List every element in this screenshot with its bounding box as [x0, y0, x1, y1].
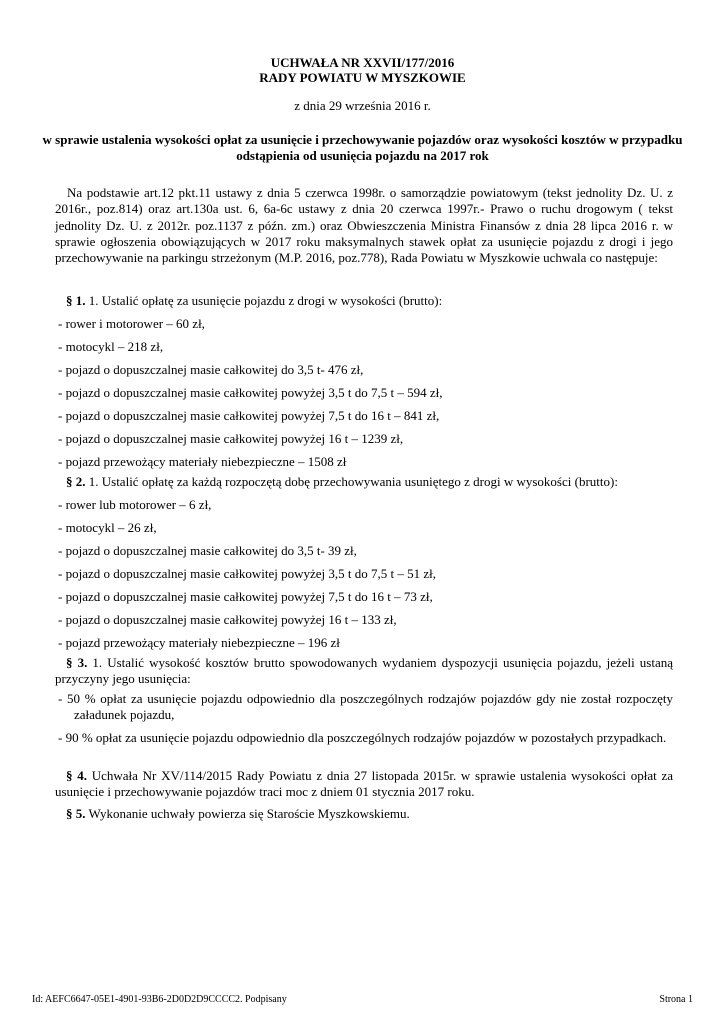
section-1-item: - pojazd o dopuszczalnej masie całkowitej powyżej 7,5 t do 16 t – 841 zł,	[58, 408, 440, 423]
section-2-heading	[55, 474, 673, 490]
section-2-item: - rower lub motorower – 6 zł,	[58, 497, 212, 512]
section-3-item: - 90 % opłat za usunięcie pojazdu odpowiednio dla poszczególnych rodzajów pojazdów w pozostałych przypadkach.	[58, 730, 667, 745]
section-2-mark: § 2.	[66, 474, 86, 489]
section-2-item: - pojazd o dopuszczalnej masie całkowitej do 3,5 t- 39 zł,	[58, 543, 357, 558]
section-1-item: - pojazd przewożący materiały niebezpieczne – 1508 zł	[58, 454, 347, 469]
section-4-mark: § 4.	[66, 768, 87, 783]
resolution-subject: w sprawie ustalenia wysokości opłat za usunięcie i przechowywanie pojazdów oraz wysokości kosztów w przypadku odstąpienia od usunięcia pojazdu na 2017 rok	[42, 132, 683, 163]
council-name: RADY POWIATU W MYSZKOWIE	[259, 70, 466, 85]
section-1-item: - pojazd o dopuszczalnej masie całkowitej do 3,5 t- 476 zł,	[58, 362, 364, 377]
section-4-paragraph	[55, 768, 673, 800]
section-1-item: - pojazd o dopuszczalnej masie całkowitej powyżej 16 t – 1239 zł,	[58, 431, 404, 446]
section-1-item: - motocykl – 218 zł,	[58, 339, 164, 354]
section-2-text: 1. Ustalić opłatę za każdą rozpoczętą dobę przechowywania usuniętego z drogi w wysokości (brutto):	[85, 474, 618, 489]
section-5-mark: § 5.	[66, 806, 86, 821]
resolution-number: UCHWAŁA NR XXVII/177/2016	[270, 55, 455, 70]
section-3-item: - 50 % opłat za usunięcie pojazdu odpowiednio dla poszczególnych rodzajów pojazdów gdy nie został rozpoczęty załadunek pojazdu,	[58, 691, 673, 722]
section-2-item: - pojazd o dopuszczalnej masie całkowitej powyżej 7,5 t do 16 t – 73 zł,	[58, 589, 433, 604]
section-2-item: - pojazd przewożący materiały niebezpieczne – 196 zł	[58, 635, 340, 650]
section-1-item: - rower i motorower – 60 zł,	[58, 316, 205, 331]
section-5-text: Wykonanie uchwały powierza się Staroście Myszkowskiemu.	[85, 806, 410, 821]
section-3-text: 1. Ustalić wysokość kosztów brutto spowodowanych wydaniem dyspozycji usunięcia pojazdu, jeżeli ustaną przyczyny jego usunięcia:	[55, 655, 673, 686]
resolution-date: z dnia 29 września 2016 r.	[294, 98, 431, 113]
page-number: Strona 1	[659, 994, 693, 1005]
section-1-text: 1. Ustalić opłatę za usunięcie pojazdu z drogi w wysokości (brutto):	[85, 293, 443, 308]
section-4-text: Uchwała Nr XV/114/2015 Rady Powiatu z dnia 27 listopada 2015r. w sprawie ustalenia wysokości opłat za usunięcie i przechowywanie pojazdów traci moc z dniem 01 stycznia 2017 roku.	[55, 768, 673, 799]
section-1-mark: § 1.	[66, 293, 86, 308]
section-1-item: - pojazd o dopuszczalnej masie całkowitej powyżej 3,5 t do 7,5 t – 594 zł,	[58, 385, 443, 400]
legal-basis-paragraph: Na podstawie art.12 pkt.11 ustawy z dnia 5 czerwca 1998r. o samorządzie powiatowym (tekst jednolity Dz. U. z 2016r., poz.814) oraz art.130a ust. 6, 6a-6c ustawy z dnia 20 czerwca 1997r.- Prawo o ruchu drogowym ( tekst jednolity Dz. U. z 2012r. poz.1137 z późn. zm.) oraz Obwieszczenia Ministra Finansów z dnia 28 lipca 2016 r. w sprawie ogłoszenia obowiązujących w 2017 roku maksymalnych stawek opłat za usunięcie pojazdu z drogi i jego przechowywanie na parkingu strzeżonym (M.P. 2016, poz.778), Rada Powiatu w Myszkowie uchwala co następuje:	[55, 185, 673, 266]
section-3-mark: § 3.	[66, 655, 88, 670]
section-2-item: - motocykl – 26 zł,	[58, 520, 157, 535]
section-5-paragraph	[55, 806, 673, 822]
section-1-heading	[55, 293, 673, 309]
section-2-item: - pojazd o dopuszczalnej masie całkowitej powyżej 3,5 t do 7,5 t – 51 zł,	[58, 566, 436, 581]
document-id-footer: Id: AEFC6647-05E1-4901-93B6-2D0D2D9CCCC2. Podpisany	[32, 994, 287, 1005]
section-3-heading	[55, 655, 673, 687]
section-2-item: - pojazd o dopuszczalnej masie całkowitej powyżej 16 t – 133 zł,	[58, 612, 397, 627]
